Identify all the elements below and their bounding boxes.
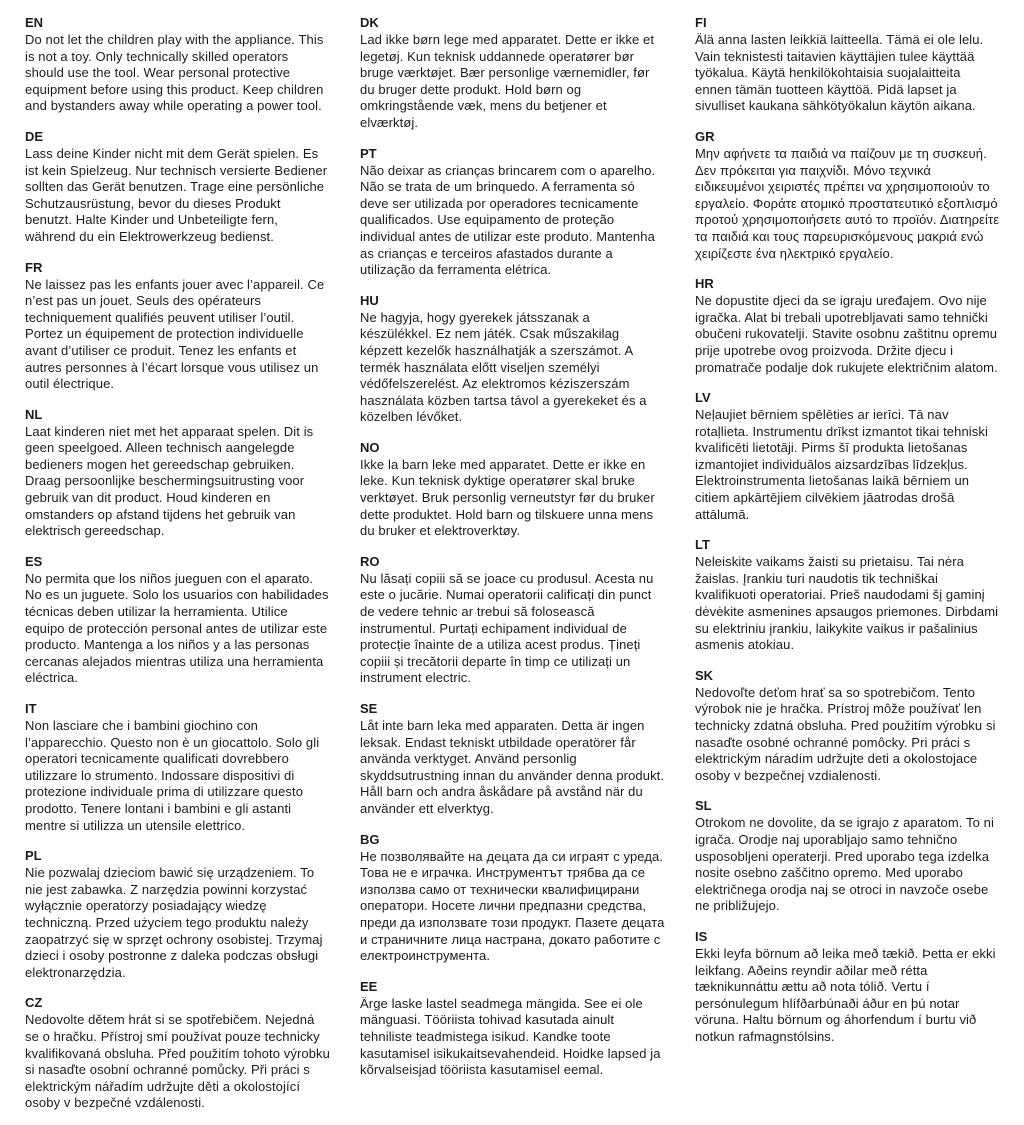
language-section <box>695 536 1000 654</box>
language-text: Не позволявайте на децата да си играят с уреда. Това не е играчка. Инструментът трябва да се използва само от технически квалифицирани оператори. Носете лични предпазни средства, преди да използвате този продукт. Пазете децата и страничните лица настрана, докато работите с електроинструмента. <box>360 848 665 964</box>
language-section <box>360 292 665 426</box>
language-section <box>25 700 330 834</box>
language-section <box>360 439 665 540</box>
language-text: Nedovolte dětem hrát si se spotřebičem. Nejedná se o hračku. Přístroj smí používat pouze technicky kvalifikovaná obsluha. Před použitím tohoto výrobku si nasaďte osobní ochranné pomůcky. Při práci s elektrickým nářadím udržujte děti a okolostojící osoby v bezpečné vzdálenosti. <box>25 1012 330 1111</box>
language-text: Ne laissez pas les enfants jouer avec l’appareil. Ce n’est pas un jouet. Seuls des opérateurs techniquement qualifiés peuvent utiliser l’outil. Portez un équipement de protection individuelle avant d’utiliser ce produit. Tenez les enfants et autres personnes à l’écart lorsque vous utilisez un outil électrique. <box>25 276 325 392</box>
language-code: HU <box>360 292 379 308</box>
language-code: DK <box>360 15 379 30</box>
language-section <box>360 14 665 132</box>
language-text: Ikke la barn leke med apparatet. Dette er ikke en leke. Kun teknisk dyktige operatører skal bruke verktøyet. Bruk personlig verneutstyr før du bruker dette produktet. Hold barn og tilskuere unna mens du bruker et elektroverktøy. <box>360 456 655 539</box>
language-section <box>25 847 330 981</box>
language-code: LV <box>695 390 711 406</box>
language-section <box>360 553 665 687</box>
language-code: SE <box>360 701 378 716</box>
language-section <box>25 553 330 687</box>
language-code: PL <box>25 848 42 864</box>
language-text: Lad ikke børn lege med apparatet. Dette er ikke et legetøj. Kun teknisk uddannede operatører bør bruge værktøjet. Bær personlige værnemidler, før du bruger dette produkt. Hold børn og omkringstående væk, mens du betjener et elværktøj. <box>360 32 655 130</box>
language-section <box>360 831 665 965</box>
language-code: FI <box>695 15 707 30</box>
language-section <box>25 128 330 246</box>
language-code: NO <box>360 439 380 455</box>
language-code: IT <box>25 701 37 716</box>
language-text: Nie pozwalaj dzieciom bawić się urządzeniem. To nie jest zabawka. Z narzędzia powinni korzystać wyłącznie operatorzy posiadający wiedzę techniczną. Przed użyciem tego produktu należy zaopatrzyć się w sprzęt ochrony osobistej. Trzymaj dzieci i osoby postronne z daleka podczas obsługi elektronarzędzia. <box>25 865 323 980</box>
language-section <box>25 259 330 393</box>
language-code: BG <box>360 831 380 847</box>
language-code: RO <box>360 553 380 569</box>
language-code: DE <box>25 128 44 144</box>
language-text: Neleiskite vaikams žaisti su prietaisu. Tai nėra žaislas. Įrankiu turi naudotis tik techniškai kvalifikuoti operatoriai. Prieš naudodami šį gaminį dėvėkite asmenines apsaugos priemones. Dirbdami su elektriniu įrankiu, laikykite vaikus ir pašalinius asmenis atokiau. <box>695 554 999 653</box>
language-text: Nedovoľte deťom hrať sa so spotrebičom. Tento výrobok nie je hračka. Prístroj môže používať len technicky zdatná obsluha. Pred použitím výrobku si nasaďte osobné ochranné pomôcky. Pri práci s elektrickým náradím udržujte deti a okolostojace osoby v bezpečnej vzdialenosti. <box>695 684 996 783</box>
language-code: GR <box>695 128 715 144</box>
language-code: HR <box>695 276 714 292</box>
language-section <box>695 389 1000 523</box>
language-text: Otrokom ne dovolite, da se igrajo z aparatom. To ni igrača. Orodje naj uporabljajo samo tehnično usposobljeni operaterji. Pred uporabo tega izdelka nosite osebno zaščitno opremo. Med uporabo električnega orodja naj se otroci in navzoče osebe ne približujejo. <box>695 815 994 914</box>
language-code: PT <box>360 145 377 161</box>
language-text: Neļaujiet bērniem spēlēties ar ierīci. Tā nav rotaļlieta. Instrumentu drīkst izmantot tikai tehniski kvalificēti lietotāji. Pirms šī produkta lietošanas izmantojiet individuālos aizsardzības līdzekļus. Elektroinstrumenta lietošanas laikā bērniem un citiem apkārtējiem cilvēkiem jāatrodas drošā attālumā. <box>695 407 988 522</box>
language-text: Ne dopustite djeci da se igraju uređajem. Ovo nije igračka. Alat bi trebali upotrebljavati samo tehnički obučeni rukovatelji. Stavite osobnu zaštitnu opremu prije upotrebe ovog proizvoda. Držite djecu i promatrače podalje dok rukujete električnim alatom. <box>695 293 998 375</box>
language-code: CZ <box>25 995 43 1011</box>
language-section <box>25 994 330 1112</box>
column <box>695 14 1000 1125</box>
language-section <box>695 797 1000 915</box>
language-section <box>360 145 665 279</box>
language-text: Nu lăsați copiii să se joace cu produsul. Acesta nu este o jucărie. Numai operatorii calificați din punct de vedere tehnic ar trebui să folosească instrumentul. Purtați echipament individual de protecție înainte de a utiliza acest produs. Țineți copiii și trecătorii departe în timp ce utilizați un instrument electric. <box>360 570 654 686</box>
language-section <box>360 978 665 1079</box>
language-text: Μην αφήνετε τα παιδιά να παίζουν με τη συσκευή. Δεν πρόκειται για παιχνίδι. Μόνο τεχνικά ειδικευμένοι χειριστές πρέπει να χρησιμοποιούν το εργαλείο. Φοράτε ατομικό προστατευτικό εξοπλισμό προτού χρησιμοποιήσετε αυτό το προϊόν. Διατηρείτε τα παιδιά και τους παρευρισκόμενους μακριά ενώ χειρίζεστε ένα ηλεκτρικό εργαλείο. <box>695 145 1000 261</box>
language-text: Laat kinderen niet met het apparaat spelen. Dit is geen speelgoed. Alleen technisch aangelegde bedieners mogen het gereedschap gebruiken. Draag persoonlijke beschermingsuitrusting voor gebruik van dit product. Houd kinderen en omstanders op afstand tijdens het gebruik van elektrisch gereedschap. <box>25 423 314 539</box>
language-code: EN <box>25 15 44 30</box>
column <box>25 14 330 1125</box>
language-code: SK <box>695 667 714 683</box>
language-section <box>695 275 1000 376</box>
language-text: Älä anna lasten leikkiä laitteella. Tämä ei ole lelu. Vain teknistesti taitavien käyttäjien tulee käyttää työkalua. Käytä henkilökohtaisia suojalaitteita ennen tämän tuotteen käyttöä. Pidä lapset ja sivulliset kaukana sähkötyökalun käytön aikana. <box>695 32 984 114</box>
language-text: Não deixar as crianças brincarem com o aparelho. Não se trata de um brinquedo. A ferramenta só deve ser utilizada por operadores tecnicamente qualificados. Use equipamento de proteção individual antes de utilizar este produto. Mantenha as crianças e terceiros afastados durante a utilização da ferramenta elétrica. <box>360 162 656 278</box>
language-text: Non lasciare che i bambini giochino con l’apparecchio. Questo non è un giocattolo. Solo gli operatori tecnicamente qualificati dovrebbero utilizzare lo strumento. Indossare dispositivi di protezione individuale prima di utilizzare questo prodotto. Tenere lontani i bambini e gli astanti mentre si utilizza un utensile elettrico. <box>25 718 320 833</box>
language-text: Låt inte barn leka med apparaten. Detta är ingen leksak. Endast tekniskt utbildade operatörer får använda verktyget. Använd personlig skyddsutrustning innan du använder denna produkt. Håll barn och andra åskådare på avstånd när du använder ett elverktyg. <box>360 718 665 816</box>
language-code: ES <box>25 553 43 569</box>
language-text: Ekki leyfa börnum að leika með tækið. Þetta er ekki leikfang. Aðeins reyndir aðilar með rétta tæknikunnáttu ættu að nota tólið. Vertu í persónulegum hlífðarbúnaði áður en þú notar vöruna. Haltu börnum og áhorfendum í burtu við notkun rafmagnstólsins. <box>695 945 996 1044</box>
language-text: No permita que los niños jueguen con el aparato. No es un juguete. Solo los usuarios con habilidades técnicas deben utilizar la herramienta. Utilice equipo de protección personal antes de utilizar este producto. Mantenga a los niños y a las personas cercanas alejados mientras utiliza una herramienta eléctrica. <box>25 570 329 686</box>
language-text: Ärge laske lastel seadmega mängida. See ei ole mänguasi. Tööriista tohivad kasutada ainult tehniliste teadmistega isikud. Kandke toote kasutamisel isikukaitsevahendeid. Hoidke lapsed ja kõrvalseisjad tööriista kasutamisel eemal. <box>360 995 661 1078</box>
column <box>360 14 665 1125</box>
language-code: FR <box>25 259 43 275</box>
language-section <box>695 128 1000 262</box>
language-code: NL <box>25 406 43 422</box>
language-code: EE <box>360 978 378 994</box>
language-section <box>695 928 1000 1046</box>
language-text: Do not let the children play with the appliance. This is not a toy. Only technically skilled operators should use the tool. Wear personal protective equipment before using this product. Keep children and bystanders away while operating a power tool. <box>25 32 324 114</box>
language-section <box>25 406 330 540</box>
language-section <box>25 14 330 115</box>
language-section <box>360 700 665 818</box>
language-text: Ne hagyja, hogy gyerekek játsszanak a készülékkel. Ez nem játék. Csak műszakilag képzett kezelők használhatják a szerszámot. A termék használata előtt viseljen személyi védőfelszerelést. Az elektromos kéziszerszám használata közben tartsa távol a gyerekeket és a közelben lévőket. <box>360 309 647 425</box>
language-code: SL <box>695 798 712 814</box>
language-section <box>695 667 1000 785</box>
language-code: IS <box>695 928 708 944</box>
language-text: Lass deine Kinder nicht mit dem Gerät spielen. Es ist kein Spielzeug. Nur technisch versierte Bediener sollten das Gerät benutzen. Trage eine persönliche Schutzausrüstung, bevor du dieses Produkt benutzt. Halte Kinder und Unbeteiligte fern, während du ein Elektrowerkzeug bedienst. <box>25 145 328 244</box>
language-section <box>695 14 1000 115</box>
language-code: LT <box>695 537 710 553</box>
